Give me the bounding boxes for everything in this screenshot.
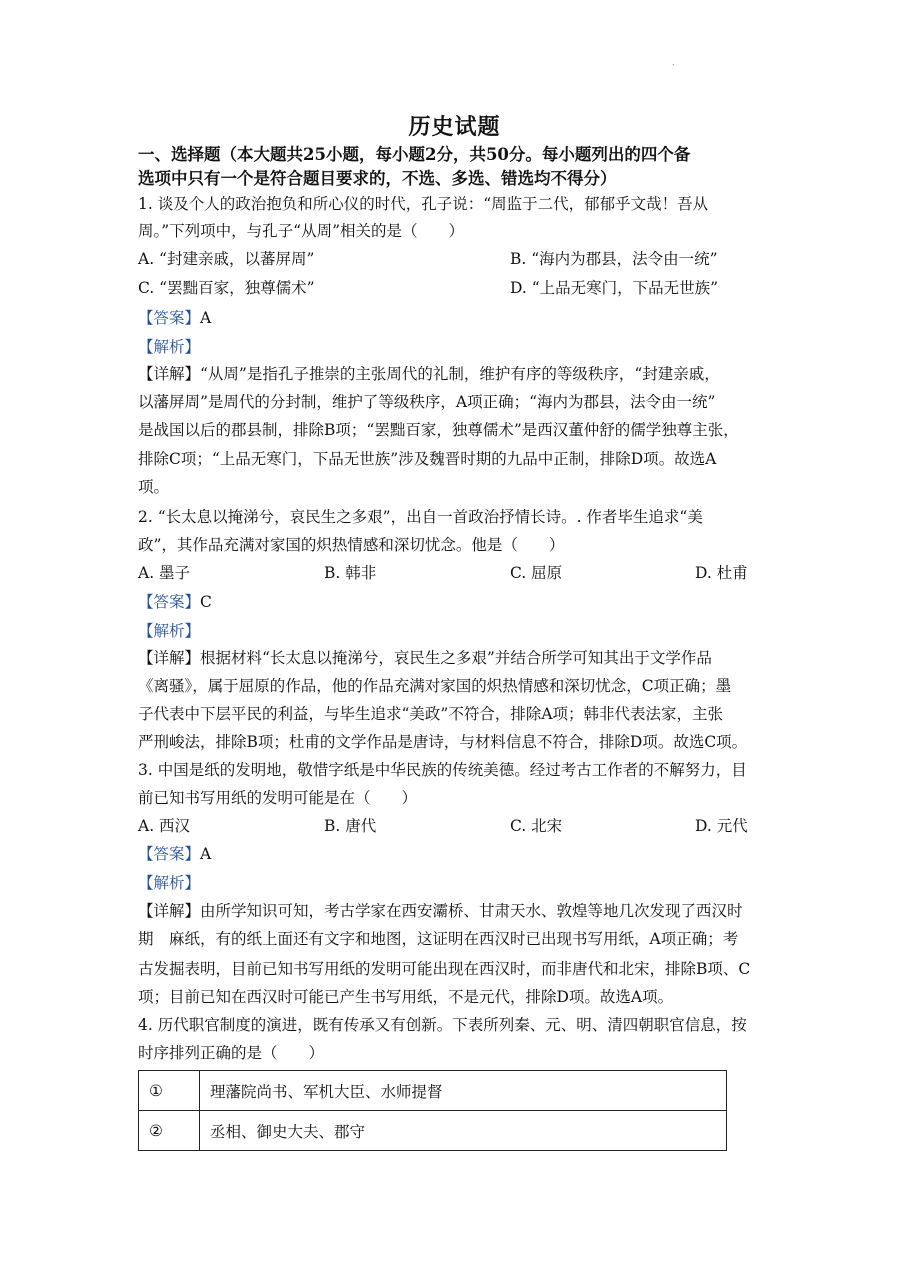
q2-option-c: C. 屈原 bbox=[510, 564, 563, 582]
q1-detail-line: 以藩屏周”是周代的分封制，维护了等级秩序，A项正确；“海内为郡县，法令由一统” bbox=[138, 393, 716, 411]
q2-option-d: D. 杜甫 bbox=[695, 564, 748, 582]
q1-detail-line: 是战国以后的郡县制，排除B项；“罢黜百家，独尊儒术”是西汉董仲舒的儒学独尊主张， bbox=[138, 421, 739, 439]
answer-tag: 【答案】 bbox=[138, 845, 201, 863]
q2-answer bbox=[138, 591, 212, 613]
table-cell-text: 丞相、御史大夫、郡守 bbox=[200, 1111, 727, 1151]
q2-analysis-tag: 【解析】 bbox=[138, 622, 201, 640]
page-title: 历史试题 bbox=[408, 114, 501, 140]
table-row bbox=[139, 1071, 727, 1111]
q1-option-d: D. “上品无寒门，下品无世族” bbox=[510, 279, 719, 297]
q1-detail-line: 排除C项；“上品无寒门，下品无世族”涉及魏晋时期的九品中正制，排除D项。故选A bbox=[138, 450, 717, 468]
answer-value: A bbox=[200, 845, 212, 863]
table-cell-number: ② bbox=[139, 1111, 200, 1151]
q1-detail-line: 项。 bbox=[138, 478, 170, 496]
q3-analysis-tag: 【解析】 bbox=[138, 874, 201, 892]
q4-table bbox=[138, 1070, 727, 1151]
q2-detail-line: 严刑峻法，排除B项；杜甫的文学作品是唐诗，与材料信息不符合，排除D项。故选C项。 bbox=[138, 733, 748, 751]
section-heading-line1: 一、选择题（本大题共25小题，每小题2分，共50分。每小题列出的四个备 bbox=[138, 145, 691, 164]
q3-detail-line: 项；目前已知在西汉时可能已产生书写用纸，不是元代，排除D项。故选A项。 bbox=[138, 988, 674, 1006]
table-cell-number: ① bbox=[139, 1071, 200, 1111]
q3-stem-line1: 3. 中国是纸的发明地，敬惜字纸是中华民族的传统美德。经过考古工作者的不解努力，目 bbox=[138, 761, 747, 779]
q2-option-b: B. 韩非 bbox=[324, 564, 377, 582]
q4-stem-line1: 4. 历代职官制度的演进，既有传承又有创新。下表所列秦、元、明、清四朝职官信息，按 bbox=[138, 1016, 747, 1034]
q2-detail-line: 【详解】根据材料“长太息以掩涕兮，哀民生之多艰”并结合所学可知其出于文学作品 bbox=[138, 649, 712, 667]
answer-value: A bbox=[200, 309, 212, 327]
q3-answer bbox=[138, 843, 211, 865]
q1-detail-line: 【详解】“从周”是指孔子推崇的主张周代的礼制，维护有序的等级秩序，“封建亲戚， bbox=[138, 365, 720, 383]
q1-answer bbox=[138, 307, 211, 329]
q1-option-b: B. “海内为郡县，法令由一统” bbox=[510, 250, 718, 268]
table-row bbox=[139, 1111, 727, 1151]
q1-stem-line1: 1. 谈及个人的政治抱负和所心仪的时代，孔子说：“周监于二代，郁郁乎文哉！吾从 bbox=[138, 195, 709, 213]
answer-tag: 【答案】 bbox=[138, 593, 201, 611]
q2-stem-line2: 政”，其作品充满对家国的炽热情感和深切忧念。他是（ ） bbox=[138, 536, 565, 554]
q3-detail-line: 期 麻纸，有的纸上面还有文字和地图，这证明在西汉时已出现书写用纸，A项正确；考 bbox=[138, 930, 739, 948]
q1-stem-line2: 周。”下列项中，与孔子“从周”相关的是（ ） bbox=[138, 222, 465, 240]
q3-option-c: C. 北宋 bbox=[510, 817, 563, 835]
q4-stem-line2: 时序排列正确的是（ ） bbox=[138, 1044, 325, 1062]
q2-stem-line1: 2. “长太息以掩涕兮，哀民生之多艰”，出自一首政治抒情长诗。. 作者毕生追求“美 bbox=[138, 508, 703, 526]
table-cell-text: 理藩院尚书、军机大臣、水师提督 bbox=[200, 1071, 727, 1111]
answer-tag: 【答案】 bbox=[138, 309, 201, 327]
q1-option-c: C. “罢黜百家，独尊儒术” bbox=[138, 279, 315, 297]
q1-analysis-tag: 【解析】 bbox=[138, 338, 201, 356]
q3-option-b: B. 唐代 bbox=[324, 817, 377, 835]
section-heading-line2: 选项中只有一个是符合题目要求的，不选、多选、错选均不得分） bbox=[138, 169, 617, 188]
q3-option-d: D. 元代 bbox=[695, 817, 748, 835]
q2-detail-line: 子代表中下层平民的利益，与毕生追求“美政”不符合，排除A项；韩非代表法家，主张 bbox=[138, 705, 724, 723]
q3-detail-line: 古发掘表明，目前已知书写用纸的发明可能出现在西汉时，而非唐代和北宋，排除B项、C bbox=[138, 960, 751, 978]
q3-option-a: A. 西汉 bbox=[138, 817, 191, 835]
q3-detail-line: 【详解】由所学知识可知，考古学家在西安灞桥、甘肃天水、敦煌等地几次发现了西汉时 bbox=[138, 902, 743, 920]
q3-stem-line2: 前已知书写用纸的发明可能是在（ ） bbox=[138, 789, 418, 807]
q1-option-a: A. “封建亲戚，以蕃屏周” bbox=[138, 250, 315, 268]
q2-detail-line: 《离骚》，属于屈原的作品，他的作品充满对家国的炽热情感和深切忧念，C项正确；墨 bbox=[138, 677, 732, 695]
header-dot: . bbox=[672, 58, 675, 67]
q2-option-a: A. 墨子 bbox=[138, 564, 191, 582]
answer-value: C bbox=[200, 593, 212, 611]
